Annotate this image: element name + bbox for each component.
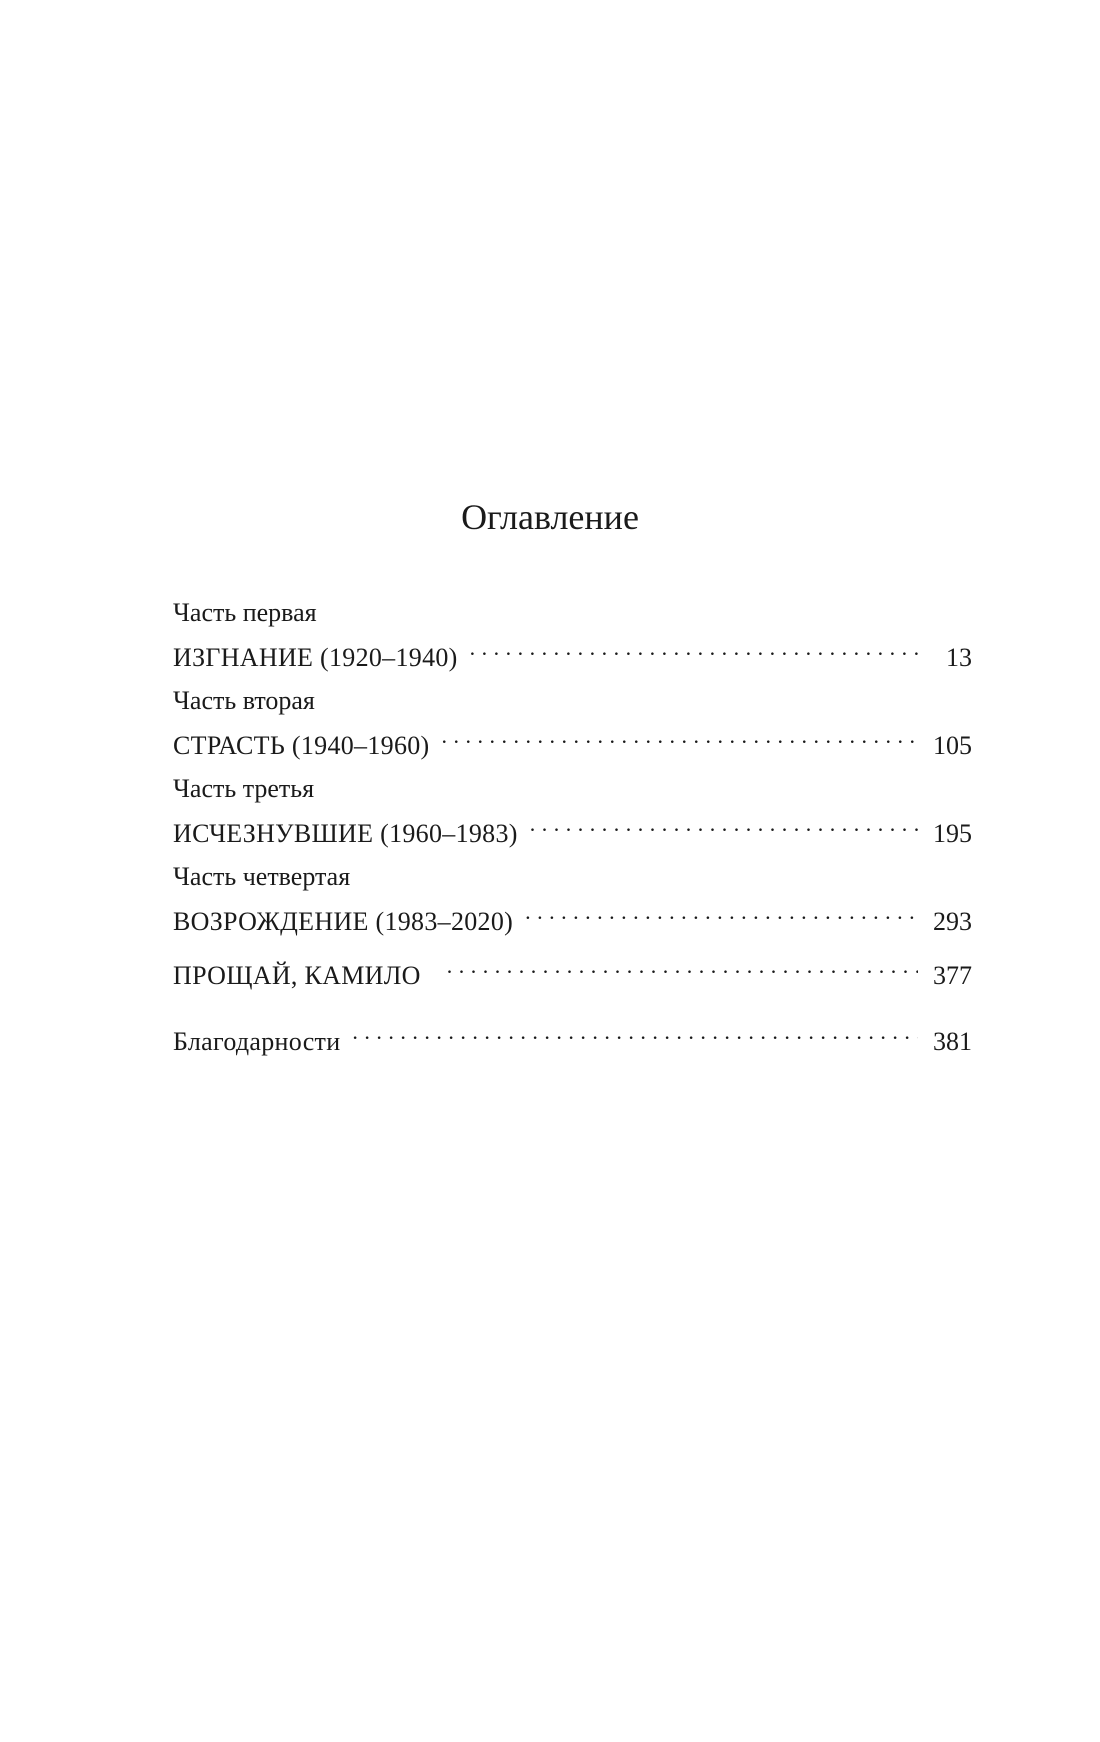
entry-title: СТРАСТЬ (1940–1960) xyxy=(173,731,430,760)
entry-title: ИСЧЕЗНУВШИЕ (1960–1983) xyxy=(173,819,518,848)
entry-title: Благодарности xyxy=(173,1027,341,1056)
part-label: Часть вторая xyxy=(173,686,315,715)
dot-leader xyxy=(352,1014,918,1050)
dot-leader xyxy=(525,894,918,930)
page-number: 105 xyxy=(933,731,972,760)
toc-entry-farewell xyxy=(173,948,972,990)
part-label: Часть первая xyxy=(173,598,317,627)
dot-leader xyxy=(470,630,918,666)
part-label: Часть четвертая xyxy=(173,862,351,891)
toc-part-3 xyxy=(173,772,972,848)
entry-title: ИЗГНАНИЕ (1920–1940) xyxy=(173,643,458,672)
toc-entry-acknowledgements xyxy=(173,1014,972,1056)
toc-entry xyxy=(173,630,972,672)
dot-leader xyxy=(447,948,918,984)
entry-title: ВОЗРОЖДЕНИЕ (1983–2020) xyxy=(173,907,514,936)
toc-entry xyxy=(173,806,972,848)
page-number: 293 xyxy=(933,907,972,936)
table-of-contents xyxy=(173,596,972,1056)
toc-entry xyxy=(173,718,972,760)
toc-part-1 xyxy=(173,596,972,672)
page-number: 13 xyxy=(946,643,972,672)
page-title: Оглавление xyxy=(461,497,639,537)
part-label: Часть третья xyxy=(173,774,315,803)
dot-leader xyxy=(530,806,918,842)
entry-title: ПРОЩАЙ, КАМИЛО xyxy=(173,961,421,990)
page-number: 195 xyxy=(933,819,972,848)
dot-leader xyxy=(442,718,918,754)
toc-part-4 xyxy=(173,860,972,936)
toc-entry xyxy=(173,894,972,936)
toc-part-2 xyxy=(173,684,972,760)
page-number: 377 xyxy=(933,961,972,990)
page-number: 381 xyxy=(933,1027,972,1056)
